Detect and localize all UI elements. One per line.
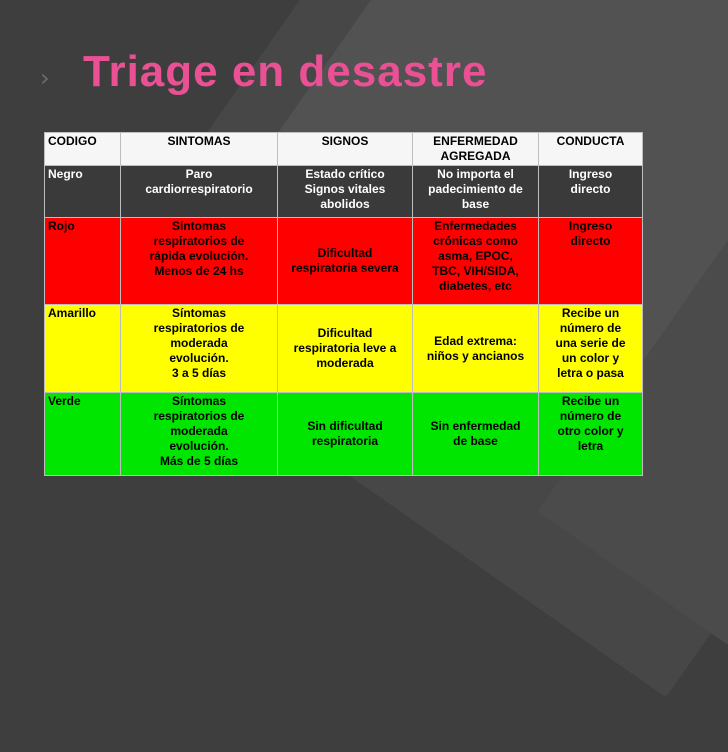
header-sintomas: SINTOMAS [121, 133, 278, 166]
cell-enfermedad: No importa el padecimiento de base [413, 166, 539, 218]
chevron-right-icon: › [40, 64, 50, 92]
cell-signos: Dificultad respiratoria severa [278, 218, 413, 305]
table-row-verde [45, 393, 643, 476]
table-row-negro [45, 166, 643, 218]
cell-sintomas: Síntomas respiratorios de moderada evolución. Más de 5 días [121, 393, 278, 476]
cell-conducta: Ingreso directo [539, 218, 643, 305]
cell-conducta: Ingreso directo [539, 166, 643, 218]
slide-title: Triage en desastre [83, 47, 488, 96]
cell-signos: Estado crítico Signos vitales abolidos [278, 166, 413, 218]
cell-codigo: Negro [45, 166, 121, 218]
header-conducta: CONDUCTA [539, 133, 643, 166]
table-header-row [45, 133, 643, 166]
cell-codigo: Rojo [45, 218, 121, 305]
cell-signos: Sin dificultad respiratoria [278, 393, 413, 476]
triage-table [44, 132, 643, 476]
cell-codigo: Verde [45, 393, 121, 476]
cell-signos: Dificultad respiratoria leve a moderada [278, 305, 413, 393]
header-enfermedad-agregada: ENFERMEDAD AGREGADA [413, 133, 539, 166]
cell-enfermedad: Edad extrema: niños y ancianos [413, 305, 539, 393]
header-signos: SIGNOS [278, 133, 413, 166]
cell-conducta: Recibe un número de otro color y letra [539, 393, 643, 476]
cell-enfermedad: Enfermedades crónicas como asma, EPOC, TBC, VIH/SIDA, diabetes, etc [413, 218, 539, 305]
cell-enfermedad: Sin enfermedad de base [413, 393, 539, 476]
cell-sintomas: Síntomas respiratorios de moderada evolución. 3 a 5 días [121, 305, 278, 393]
cell-sintomas: Síntomas respiratorios de rápida evolución. Menos de 24 hs [121, 218, 278, 305]
header-codigo: CODIGO [45, 133, 121, 166]
cell-sintomas: Paro cardiorrespiratorio [121, 166, 278, 218]
cell-codigo: Amarillo [45, 305, 121, 393]
cell-conducta: Recibe un número de una serie de un color y letra o pasa [539, 305, 643, 393]
table-row-rojo [45, 218, 643, 305]
table-row-amarillo [45, 305, 643, 393]
